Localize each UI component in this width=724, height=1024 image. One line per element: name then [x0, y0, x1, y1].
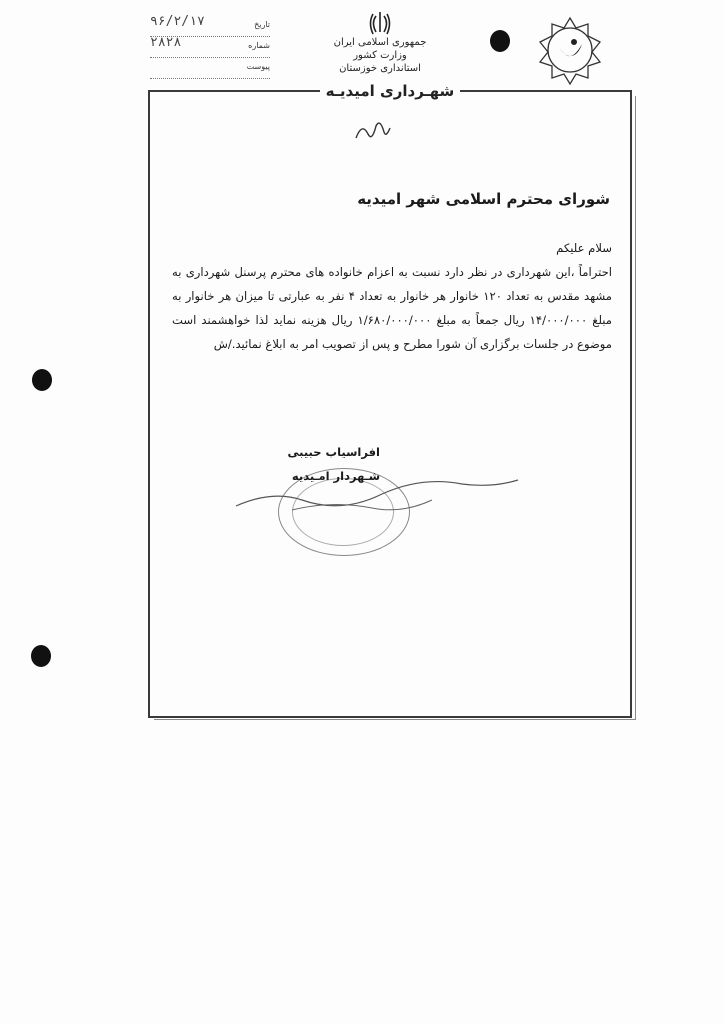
signature-block: [240, 440, 380, 488]
date-value: ۹۶/۲/۱۷: [150, 14, 205, 29]
municipality-name: شهـرداری امیدیـه: [320, 80, 460, 102]
date-label: تاریخ: [254, 20, 270, 29]
greeting: سلام علیکم: [556, 241, 612, 255]
letterhead: [320, 10, 440, 75]
date-row: [150, 16, 270, 37]
letter-body: [172, 236, 612, 356]
number-value: ۲۸۲۸: [150, 35, 182, 50]
handwritten-initial-icon: [352, 116, 392, 148]
signer-name: افراسیاب حبیبی: [287, 445, 380, 459]
number-label: شماره: [248, 41, 270, 50]
municipality-logo-icon: [534, 14, 606, 86]
letter-frame: [148, 90, 632, 718]
body-text: احتراماً ،این شهرداری در نظر دارد نسبت به اعزام خانواده های محترم پرسنل شهرداری به مشهد مقدس به تعداد ۱۲۰ خانوار هر خانوار به تعداد ۴ نفر به عبارتی تا میزان هر خانوار به مبلغ ۱۴/۰۰۰/۰۰۰ ریال جمعاً به مبلغ ۱/۶۸۰/۰۰۰/۰۰۰ ریال هزینه نماید لذا خواهشمند است موضوع در جلسات برگزاری آن شورا مطرح و پس از تصویب امر به ابلاغ نمائید./ش: [172, 265, 613, 351]
governorate-text: استانداری خوزستان: [339, 63, 421, 74]
attachment-row: [150, 58, 270, 79]
iran-emblem-icon: [320, 10, 440, 36]
punch-hole-icon: [32, 369, 52, 391]
punch-hole-icon: [490, 30, 510, 52]
number-row: [150, 37, 270, 58]
republic-text: جمهوری اسلامی ایران: [333, 37, 427, 48]
punch-hole-icon: [31, 645, 51, 667]
ministry-text: وزارت کشور: [353, 50, 407, 61]
signer-title: شـهردار امـیدیه: [291, 469, 380, 483]
letter-meta: [150, 16, 270, 79]
attachment-label: پیوست: [246, 62, 270, 71]
letter-title: شورای محترم اسلامی شهر امیدیه: [357, 190, 610, 208]
